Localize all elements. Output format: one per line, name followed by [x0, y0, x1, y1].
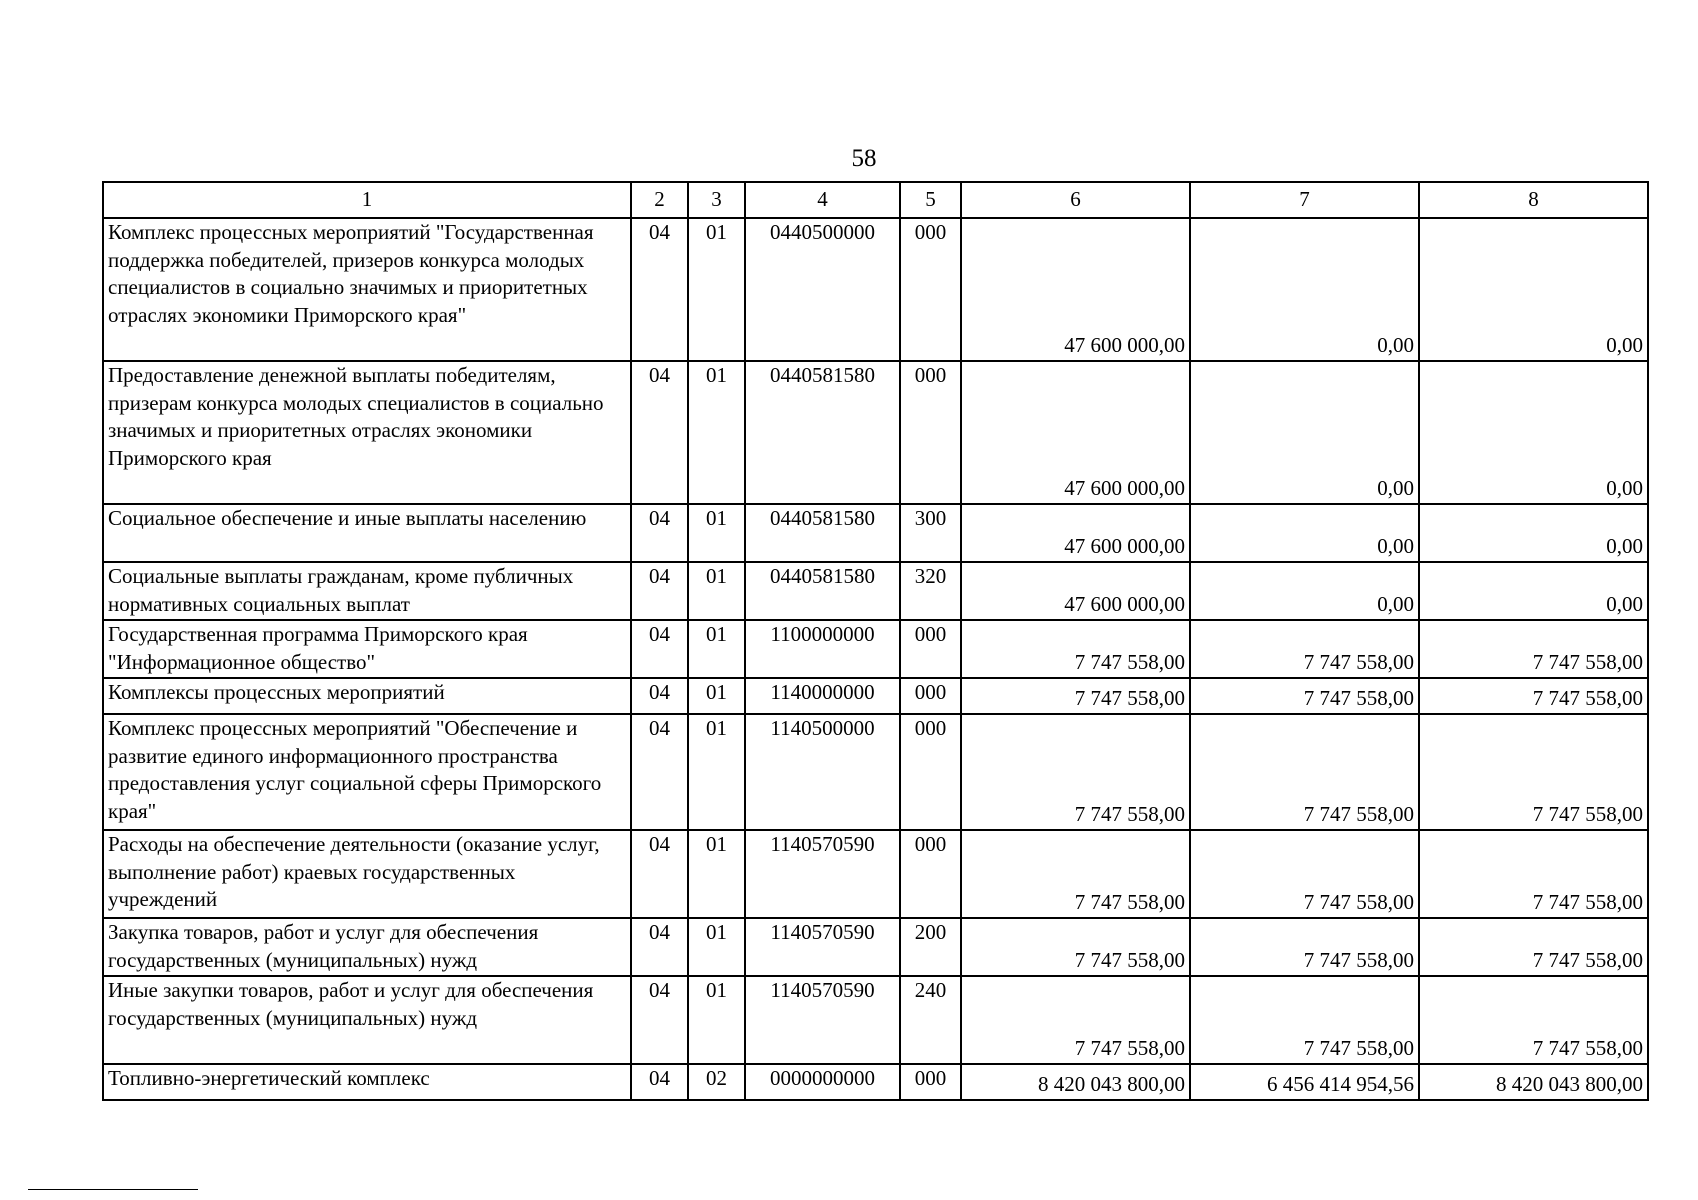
row-subsection: 01: [688, 562, 745, 620]
row-amount-7: 0,00: [1190, 562, 1419, 620]
row-expense-type: 000: [900, 361, 961, 504]
row-amount-8: 7 747 558,00: [1419, 714, 1648, 830]
row-target-code: 0440500000: [745, 218, 900, 361]
header-row: [103, 182, 1648, 218]
page-number: 58: [851, 145, 877, 172]
budget-table: [102, 181, 1649, 1101]
footnote-divider: [28, 1189, 198, 1190]
row-amount-8: 7 747 558,00: [1419, 620, 1648, 678]
row-amount-7: 0,00: [1190, 218, 1419, 361]
row-subsection: 01: [688, 678, 745, 714]
row-amount-7: 7 747 558,00: [1190, 976, 1419, 1064]
row-expense-type: 000: [900, 678, 961, 714]
row-section: 04: [631, 620, 688, 678]
row-amount-7: 7 747 558,00: [1190, 918, 1419, 976]
row-amount-8: 7 747 558,00: [1419, 830, 1648, 918]
row-name: Комплекс процессных мероприятий "Государственная поддержка победителей, призеров конкурса молодых специалистов в социально значимых и приоритетных отраслях экономики Приморского края": [103, 218, 631, 361]
row-expense-type: 300: [900, 504, 961, 562]
row-subsection: 01: [688, 218, 745, 361]
row-subsection: 02: [688, 1064, 745, 1100]
row-section: 04: [631, 1064, 688, 1100]
col-header-3: 3: [688, 182, 745, 218]
row-amount-6: 47 600 000,00: [961, 562, 1190, 620]
row-name: Иные закупки товаров, работ и услуг для обеспечения государственных (муниципальных) нужд: [103, 976, 631, 1064]
row-expense-type: 000: [900, 1064, 961, 1100]
row-expense-type: 000: [900, 620, 961, 678]
col-header-7: 7: [1190, 182, 1419, 218]
row-amount-7: 7 747 558,00: [1190, 714, 1419, 830]
row-subsection: 01: [688, 714, 745, 830]
table-row: [103, 678, 1648, 714]
row-amount-8: 8 420 043 800,00: [1419, 1064, 1648, 1100]
row-amount-6: 7 747 558,00: [961, 678, 1190, 714]
row-target-code: 0440581580: [745, 504, 900, 562]
row-amount-8: 0,00: [1419, 218, 1648, 361]
row-expense-type: 320: [900, 562, 961, 620]
row-expense-type: 000: [900, 218, 961, 361]
row-subsection: 01: [688, 361, 745, 504]
row-target-code: 1140500000: [745, 714, 900, 830]
row-name: Социальное обеспечение и иные выплаты населению: [103, 504, 631, 562]
row-amount-8: 7 747 558,00: [1419, 976, 1648, 1064]
col-header-1: 1: [103, 182, 631, 218]
row-amount-6: 8 420 043 800,00: [961, 1064, 1190, 1100]
row-amount-6: 7 747 558,00: [961, 918, 1190, 976]
row-name: Расходы на обеспечение деятельности (оказание услуг, выполнение работ) краевых государственных учреждений: [103, 830, 631, 918]
table-row: [103, 918, 1648, 976]
row-name: Предоставление денежной выплаты победителям, призерам конкурса молодых специалистов в социально значимых и приоритетных отраслях экономики Приморского края: [103, 361, 631, 504]
row-section: 04: [631, 976, 688, 1064]
row-section: 04: [631, 218, 688, 361]
table-row: [103, 562, 1648, 620]
row-amount-7: 0,00: [1190, 361, 1419, 504]
row-amount-6: 7 747 558,00: [961, 830, 1190, 918]
row-amount-6: 47 600 000,00: [961, 218, 1190, 361]
row-amount-8: 0,00: [1419, 562, 1648, 620]
row-amount-7: 7 747 558,00: [1190, 620, 1419, 678]
row-amount-7: 7 747 558,00: [1190, 678, 1419, 714]
row-section: 04: [631, 504, 688, 562]
row-target-code: 1100000000: [745, 620, 900, 678]
row-amount-7: 7 747 558,00: [1190, 830, 1419, 918]
row-amount-6: 47 600 000,00: [961, 504, 1190, 562]
row-section: 04: [631, 830, 688, 918]
row-amount-8: 7 747 558,00: [1419, 918, 1648, 976]
row-expense-type: 240: [900, 976, 961, 1064]
row-amount-7: 0,00: [1190, 504, 1419, 562]
row-expense-type: 000: [900, 714, 961, 830]
table-row: [103, 830, 1648, 918]
row-target-code: 1140570590: [745, 918, 900, 976]
table-row: [103, 218, 1648, 361]
table-row: [103, 504, 1648, 562]
col-header-8: 8: [1419, 182, 1648, 218]
row-amount-6: 7 747 558,00: [961, 714, 1190, 830]
table-row: [103, 1064, 1648, 1100]
row-name: Комплекс процессных мероприятий "Обеспечение и развитие единого информационного пространства предоставления услуг социальной сферы Приморского края": [103, 714, 631, 830]
row-section: 04: [631, 678, 688, 714]
row-amount-6: 7 747 558,00: [961, 620, 1190, 678]
col-header-6: 6: [961, 182, 1190, 218]
row-amount-7: 6 456 414 954,56: [1190, 1064, 1419, 1100]
col-header-2: 2: [631, 182, 688, 218]
row-target-code: 0440581580: [745, 361, 900, 504]
row-expense-type: 000: [900, 830, 961, 918]
table-row: [103, 361, 1648, 504]
row-target-code: 0440581580: [745, 562, 900, 620]
row-section: 04: [631, 361, 688, 504]
row-amount-8: 0,00: [1419, 504, 1648, 562]
row-amount-8: 0,00: [1419, 361, 1648, 504]
row-name: Закупка товаров, работ и услуг для обеспечения государственных (муниципальных) нужд: [103, 918, 631, 976]
col-header-4: 4: [745, 182, 900, 218]
table-row: [103, 714, 1648, 830]
row-target-code: 1140570590: [745, 976, 900, 1064]
table-row: [103, 976, 1648, 1064]
row-subsection: 01: [688, 830, 745, 918]
row-section: 04: [631, 714, 688, 830]
col-header-5: 5: [900, 182, 961, 218]
row-amount-6: 7 747 558,00: [961, 976, 1190, 1064]
row-expense-type: 200: [900, 918, 961, 976]
row-target-code: 0000000000: [745, 1064, 900, 1100]
row-subsection: 01: [688, 504, 745, 562]
table-row: [103, 620, 1648, 678]
row-name: Топливно-энергетический комплекс: [103, 1064, 631, 1100]
row-amount-6: 47 600 000,00: [961, 361, 1190, 504]
row-amount-8: 7 747 558,00: [1419, 678, 1648, 714]
row-name: Комплексы процессных мероприятий: [103, 678, 631, 714]
row-target-code: 1140000000: [745, 678, 900, 714]
row-subsection: 01: [688, 620, 745, 678]
row-name: Государственная программа Приморского края "Информационное общество": [103, 620, 631, 678]
row-subsection: 01: [688, 976, 745, 1064]
row-subsection: 01: [688, 918, 745, 976]
row-target-code: 1140570590: [745, 830, 900, 918]
row-name: Социальные выплаты гражданам, кроме публичных нормативных социальных выплат: [103, 562, 631, 620]
row-section: 04: [631, 562, 688, 620]
row-section: 04: [631, 918, 688, 976]
